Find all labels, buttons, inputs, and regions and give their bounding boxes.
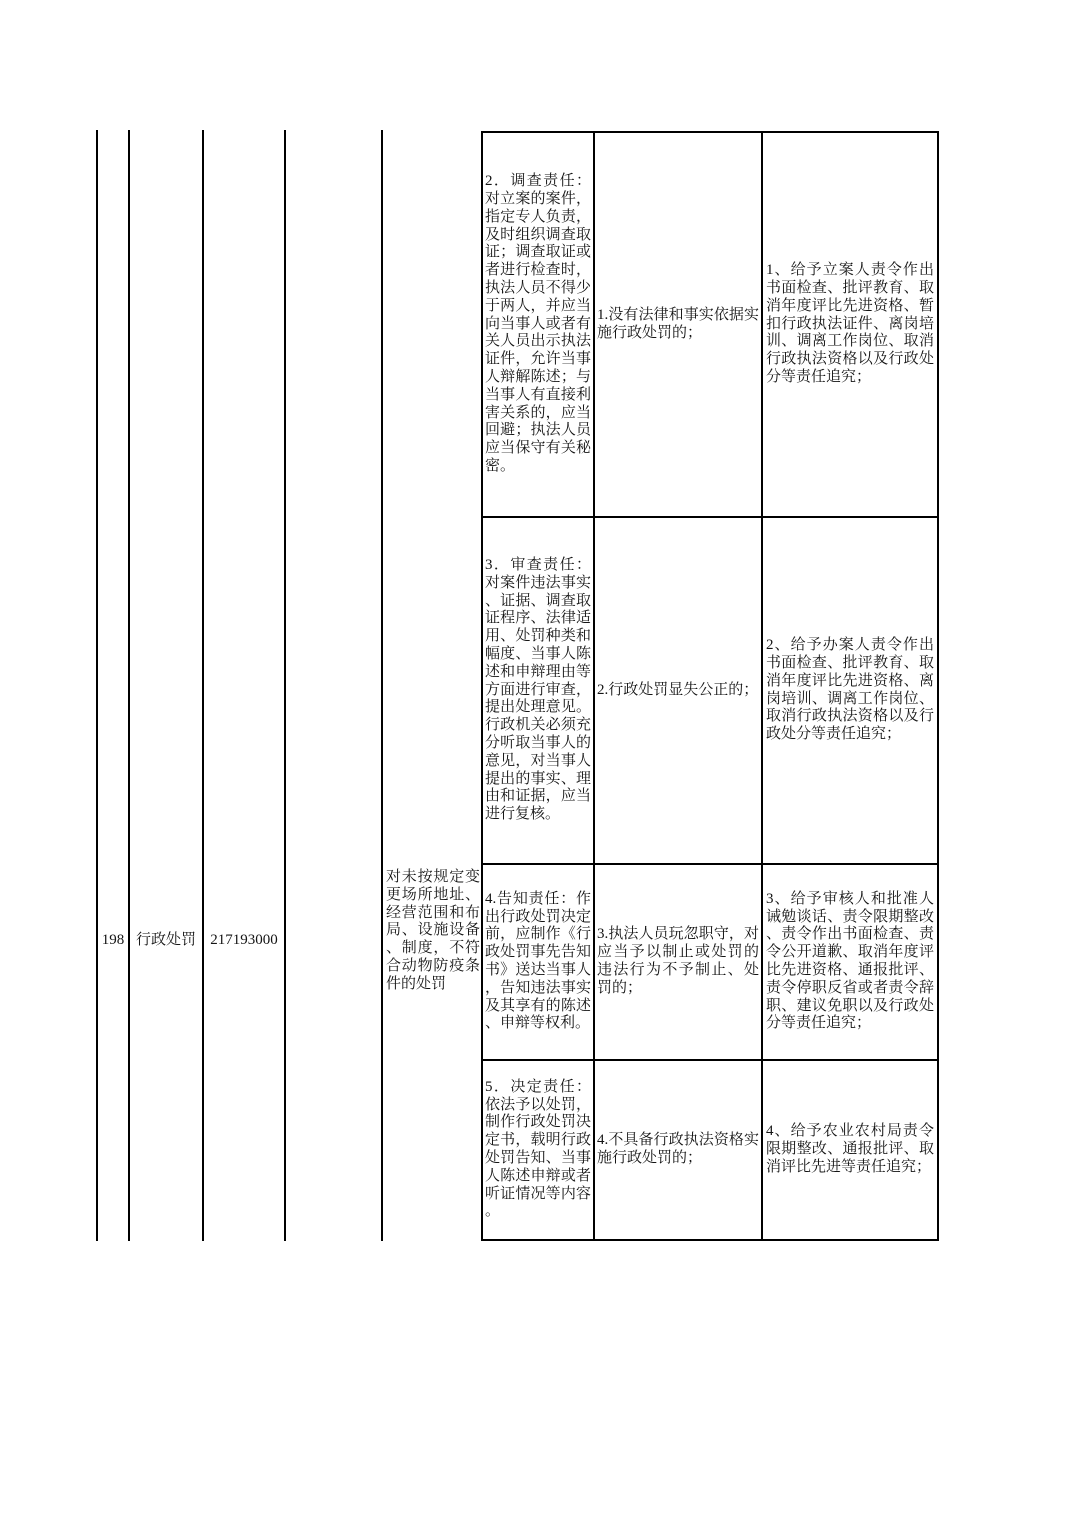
responsibility-matrix [481,131,939,1241]
duty-cell-row3 [483,865,595,1061]
power-description: 对未按规定变更场所地址、经营范围和布局、设施设备、制度，不符合动物防疫条件的处罚 [386,869,480,992]
duty-cell-row4 [483,1061,595,1239]
accountability-text: 2、给予办案人责令作出书面检查、批评教育、取消年度评比先进资格、离岗培训、调离工作岗位、取消行政执法资格以及行政处分等责任追究； [766,637,934,743]
power-type: 行政处罚 [135,932,196,948]
accountability-cell-row2 [763,518,937,865]
situation-cell-row2 [595,518,763,865]
situation-text: 2.行政处罚显失公正的； [597,681,759,698]
accountability-cell-row4 [763,1061,937,1239]
column-divider-1 [96,130,98,1241]
power-code: 217193000 [210,932,278,948]
situation-cell-row3 [595,865,763,1061]
column-divider-2 [128,130,130,1241]
situation-text: 3.执法人员玩忽职守，对应当予以制止或处罚的违法行为不予制止、处罚的； [597,926,759,996]
situation-text: 4.不具备行政执法资格实施行政处罚的； [597,1132,759,1166]
accountability-text: 1、给予立案人责令作出书面检查、批评教育、取消年度评比先进资格、暂扣行政执法证件、离岗培训、调离工作岗位、取消行政执法资格以及行政处分等责任追究； [766,262,934,385]
column-divider-4 [284,130,286,1241]
duty-text: 5．决定责任：依法予以处罚，制作行政处罚决定书，载明行政处罚告知、当事人陈述申辩或者听证情况等内容。 [485,1078,591,1220]
duty-cell-row2 [483,518,595,865]
accountability-cell-row1 [763,133,937,518]
situation-cell-row4 [595,1061,763,1239]
accountability-text: 4、给予农业农村局责令限期整改、通报批评、取消评比先进等责任追究； [766,1123,934,1175]
duty-text: 4.告知责任：作出行政处罚决定前，应制作《行政处罚事先告知书》送达当事人，告知违法事实及其享有的陈述、申辩等权利。 [485,890,591,1032]
column-divider-3 [202,130,204,1241]
situation-cell-row1 [595,133,763,518]
duty-text: 3．审查责任：对案件违法事实、证据、调查取证程序、法律适用、处罚种类和幅度、当事人陈述和申辩理由等方面进行审查，提出处理意见。行政机关必须充分听取当事人的意见，对当事人提出的事实、理由和证据，应当进行复核。 [485,557,591,823]
column-divider-5 [381,130,383,1241]
duty-cell-row1 [483,133,595,518]
row-number: 198 [101,932,125,948]
situation-text: 1.没有法律和事实依据实施行政处罚的； [597,306,759,341]
duty-text: 2．调查责任：对立案的案件，指定专人负责，及时组织调查取证；调查取证或者进行检查时，执法人员不得少于两人，并应当向当事人或者有关人员出示执法证件，允许当事人辩解陈述；与当事人有直接利害关系的，应当回避；执法人员应当保守有关秘密。 [485,173,591,474]
accountability-cell-row3 [763,865,937,1061]
accountability-text: 3、给予审核人和批准人诫勉谈话、责令限期整改、责令作出书面检查、责令公开道歉、取消年度评比先进资格、通报批评、责令停职反省或者责令辞职、建议免职以及行政处分等责任追究； [766,890,934,1032]
